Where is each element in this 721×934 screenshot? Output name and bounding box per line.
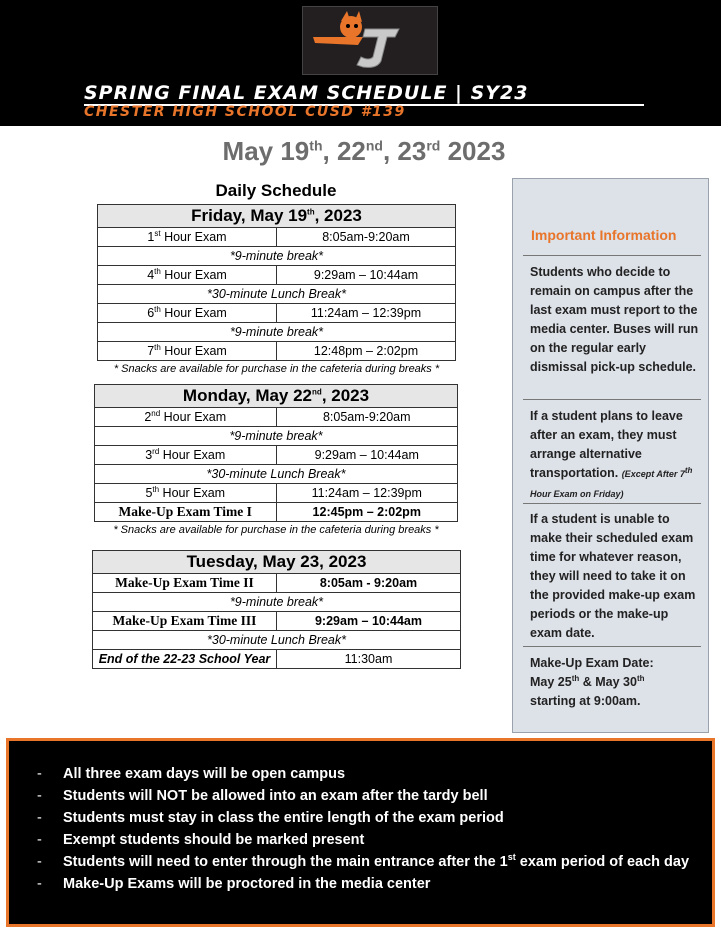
important-info-panel: [512, 178, 709, 733]
date-3-sup: rd: [426, 137, 441, 154]
info-campus: Students who decide to remain on campus after the last exam must report to the media center. Buses will run on the regular early dismissal pick-up schedule.: [530, 265, 699, 374]
table-row: 1st Hour Exam 8:05am-9:20am: [98, 228, 456, 247]
info-title: Important Information: [531, 227, 677, 243]
break-row: *9-minute break*: [98, 323, 456, 342]
friday-schedule-table: [97, 204, 456, 377]
snack-note: * Snacks are available for purchase in the cafeteria during breaks *: [113, 524, 439, 536]
info-makeup-date: Make-Up Exam Date: May 25th & May 30th starting at 9:00am.: [530, 656, 654, 708]
table-row: 6th Hour Exam 11:24am – 12:39pm: [98, 304, 456, 323]
list-item: - All three exam days will be open campus: [37, 766, 346, 782]
info-leave: If a student plans to leave after an exam, they must arrange alternative transportation. (Except After 7th Hour Exam on Friday): [530, 409, 693, 499]
date-2: , 22: [322, 136, 366, 166]
break-row: *9-minute break*: [95, 427, 458, 446]
page-title: SPRING FINAL EXAM SCHEDULE | SY23: [84, 82, 644, 106]
date-year: 2023: [440, 136, 506, 166]
list-item: - Make-Up Exams will be proctored in the media center: [37, 876, 431, 892]
info-makeup: If a student is unable to make their scheduled exam time for whatever reason, they will need to take it on the provided make-up exam periods or the make-up exam date.: [530, 512, 696, 640]
table-row: End of the 22-23 School Year 11:30am: [93, 650, 461, 669]
list-item: - Students will need to enter through the main entrance after the 1st exam period of each day: [37, 852, 690, 870]
break-row: *9-minute break*: [93, 593, 461, 612]
tuesday-schedule-table: [92, 550, 461, 669]
notes-list: [37, 763, 689, 895]
date-3: , 23: [382, 136, 427, 166]
divider: [523, 503, 701, 504]
snack-note: * Snacks are available for purchase in the cafeteria during breaks *: [113, 363, 440, 375]
date-2-sup: nd: [365, 137, 383, 154]
monday-schedule-table: [94, 384, 458, 538]
school-name: CHESTER HIGH SCHOOL CUSD #139: [84, 104, 406, 120]
tuesday-title: Tuesday, May 23, 2023: [93, 551, 461, 574]
list-item: - Exempt students should be marked present: [37, 832, 365, 848]
school-logo: [302, 6, 438, 75]
table-row: Make-Up Exam Time I 12:45pm – 2:02pm: [95, 503, 458, 522]
table-row: Make-Up Exam Time III 9:29am – 10:44am: [93, 612, 461, 631]
break-row: *30-minute Lunch Break*: [98, 285, 456, 304]
list-item: - Students will NOT be allowed into an exam after the tardy bell: [37, 788, 488, 804]
monday-title: Monday, May 22nd, 2023: [95, 385, 458, 408]
table-row: 7th Hour Exam 12:48pm – 2:02pm: [98, 342, 456, 361]
exam-dates: [0, 134, 721, 168]
header-banner: [0, 0, 721, 126]
daily-schedule-heading: Daily Schedule: [215, 181, 337, 200]
table-row: Make-Up Exam Time II 8:05am - 9:20am: [93, 574, 461, 593]
friday-title: Friday, May 19th, 2023: [98, 205, 456, 228]
divider: [523, 646, 701, 647]
table-row: 5th Hour Exam 11:24am – 12:39pm: [95, 484, 458, 503]
break-row: *9-minute break*: [98, 247, 456, 266]
notes-box: [6, 738, 715, 927]
divider: [523, 255, 701, 256]
date-1-sup: th: [309, 137, 323, 154]
table-row: 3rd Hour Exam 9:29am – 10:44am: [95, 446, 458, 465]
break-row: *30-minute Lunch Break*: [93, 631, 461, 650]
date-1: May 19: [222, 136, 310, 166]
table-row: 4th Hour Exam 9:29am – 10:44am: [98, 266, 456, 285]
list-item: - Students must stay in class the entire length of the exam period: [37, 810, 504, 826]
divider: [523, 399, 701, 400]
table-row: 2nd Hour Exam 8:05am-9:20am: [95, 408, 458, 427]
break-row: *30-minute Lunch Break*: [95, 465, 458, 484]
